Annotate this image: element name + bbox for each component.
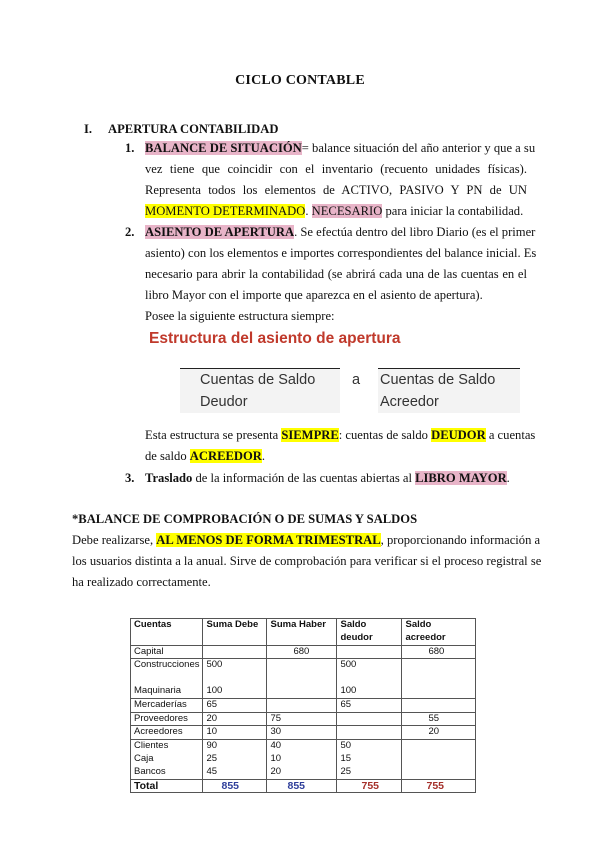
cell-cuenta: Clientes xyxy=(131,740,203,753)
item-1-line-2: vez tiene que coincidir con el inventario (recuento unidades físicas). xyxy=(145,162,527,176)
cell-deudor: 25 xyxy=(337,766,402,779)
item-3-text-1: de la información de las cuentas abiertas al xyxy=(192,471,416,485)
cell-debe: 20 xyxy=(203,712,267,726)
cell-deudor: 100 xyxy=(337,685,402,698)
estructura-acreedor-box xyxy=(378,369,520,413)
explanation-text-2: : cuentas de saldo xyxy=(338,428,432,442)
cell-haber: 20 xyxy=(267,766,337,779)
estructura-deudor-box xyxy=(180,369,340,413)
cell-cuenta: Capital xyxy=(131,645,203,659)
item-1-text-1: = balance situación del año anterior y que a su xyxy=(301,141,536,155)
cell-acreedor: 20 xyxy=(402,726,476,740)
table-row xyxy=(131,672,476,685)
explanation-text-4: de saldo xyxy=(145,449,190,463)
item-1-paragraph xyxy=(145,138,536,222)
cell-haber: 75 xyxy=(267,712,337,726)
item-1-sep: . xyxy=(305,204,312,218)
item-3-text-2: . xyxy=(506,471,510,485)
cell-deudor: 50 xyxy=(337,740,402,753)
total-saldo-acreedor: 755 xyxy=(402,779,476,793)
cell-haber: 40 xyxy=(267,740,337,753)
cell-debe: 25 xyxy=(203,753,267,766)
header-cuentas: Cuentas xyxy=(131,619,203,646)
estructura-explanation xyxy=(145,425,536,467)
cell-deudor xyxy=(337,672,402,685)
section2-line-1 xyxy=(72,530,541,551)
cell-haber: 10 xyxy=(267,753,337,766)
section2-text-1: Debe realizarse, xyxy=(72,533,157,547)
explanation-line-2 xyxy=(145,446,527,467)
section2-text-2: , proporcionando información a xyxy=(380,533,541,547)
table-row xyxy=(131,685,476,698)
item-2-line-3: necesario para abrir la contabilidad (se abrirá cada una de las cuentas en el xyxy=(145,267,527,281)
item-1-text-4: para iniciar la contabilidad. xyxy=(382,204,524,218)
explanation-text-1: Esta estructura se presenta xyxy=(145,428,282,442)
item-1-number: 1. xyxy=(125,141,135,155)
item-1-line-4 xyxy=(145,201,527,222)
item-1-line-1 xyxy=(145,138,536,159)
estructura-left-line-1: Cuentas de Saldo xyxy=(200,372,316,388)
acreedor-highlight: ACREEDOR xyxy=(189,449,262,463)
item-3-paragraph xyxy=(145,468,527,489)
cell-acreedor xyxy=(402,672,476,685)
total-saldo-deudor: 755 xyxy=(337,779,402,793)
cell-debe xyxy=(203,672,267,685)
item-2-line-5: Posee la siguiente estructura siempre: xyxy=(145,309,335,323)
necesario-highlight: NECESARIO xyxy=(311,204,383,218)
cell-deudor xyxy=(337,726,402,740)
estructura-right-line-1: Cuentas de Saldo xyxy=(380,372,496,388)
balance-situacion-label: BALANCE DE SITUACIÓN xyxy=(145,141,302,155)
total-suma-debe: 855 xyxy=(203,779,267,793)
section-numeral: I. xyxy=(84,122,93,136)
section2-line-3: ha realizado correctamente. xyxy=(72,575,211,589)
cell-debe: 45 xyxy=(203,766,267,779)
cell-haber xyxy=(267,672,337,685)
table-row xyxy=(131,712,476,726)
balance-comprobacion-heading: *BALANCE DE COMPROBACIÓN O DE SUMAS Y SALDOS xyxy=(72,512,418,526)
cell-acreedor xyxy=(402,698,476,712)
table-total-row xyxy=(131,779,476,793)
cell-acreedor: 55 xyxy=(402,712,476,726)
cell-deudor xyxy=(337,712,402,726)
section-heading-text: APERTURA CONTABILIDAD xyxy=(108,122,279,136)
cell-cuenta: Bancos xyxy=(131,766,203,779)
item-3-number: 3. xyxy=(125,471,135,485)
item-2-paragraph xyxy=(145,222,537,327)
section-heading-apertura xyxy=(84,122,278,137)
estructura-a: a xyxy=(352,372,361,388)
cell-acreedor xyxy=(402,753,476,766)
total-label: Total xyxy=(131,779,203,793)
cell-debe xyxy=(203,645,267,659)
cell-acreedor xyxy=(402,659,476,672)
cell-cuenta: Construcciones xyxy=(131,659,203,672)
header-suma-haber: Suma Haber xyxy=(267,619,337,646)
cell-haber xyxy=(267,698,337,712)
cell-debe: 10 xyxy=(203,726,267,740)
cell-cuenta: Mercaderías xyxy=(131,698,203,712)
cell-debe: 500 xyxy=(203,659,267,672)
balance-table-wrapper xyxy=(130,618,476,793)
estructura-right-line-2: Acreedor xyxy=(380,394,439,410)
cell-debe: 65 xyxy=(203,698,267,712)
estructura-title: Estructura del asiento de apertura xyxy=(149,330,401,347)
section2-line-2: los usuarios distinta a la anual. Sirve de comprobación para verificar si el proceso registral se xyxy=(72,554,542,568)
balance-table xyxy=(130,618,476,793)
table-header-row xyxy=(131,619,476,646)
deudor-highlight: DEUDOR xyxy=(431,428,486,442)
cell-cuenta: Caja xyxy=(131,753,203,766)
table-row xyxy=(131,766,476,779)
item-3-line-1 xyxy=(145,468,527,489)
cell-deudor: 500 xyxy=(337,659,402,672)
item-2-line-2: asiento) con los elementos e importes correspondientes del balance inicial. Es xyxy=(145,246,537,260)
balance-comprobacion-paragraph xyxy=(72,530,542,593)
cell-cuenta xyxy=(131,672,203,685)
trimestral-highlight: AL MENOS DE FORMA TRIMESTRAL xyxy=(156,533,381,547)
page-title: CICLO CONTABLE xyxy=(235,73,365,88)
header-saldo-deudor: Saldo deudor xyxy=(337,619,402,646)
traslado-label: Traslado xyxy=(145,471,193,485)
item-2-line-1 xyxy=(145,222,536,243)
cell-acreedor xyxy=(402,740,476,753)
estructura-left-line-2: Deudor xyxy=(200,394,248,410)
cell-deudor: 15 xyxy=(337,753,402,766)
cell-cuenta: Maquinaria xyxy=(131,685,203,698)
cell-deudor xyxy=(337,645,402,659)
siempre-highlight: SIEMPRE xyxy=(281,428,339,442)
cell-acreedor xyxy=(402,685,476,698)
item-2-number: 2. xyxy=(125,225,135,239)
cell-haber xyxy=(267,685,337,698)
momento-determinado-highlight: MOMENTO DETERMINADO xyxy=(145,204,306,218)
table-row xyxy=(131,698,476,712)
header-suma-debe: Suma Debe xyxy=(203,619,267,646)
cell-debe: 90 xyxy=(203,740,267,753)
cell-cuenta: Proveedores xyxy=(131,712,203,726)
cell-haber: 680 xyxy=(267,645,337,659)
asiento-apertura-label: ASIENTO DE APERTURA xyxy=(145,225,295,239)
libro-mayor-highlight: LIBRO MAYOR xyxy=(415,471,507,485)
table-row xyxy=(131,740,476,753)
total-suma-haber: 855 xyxy=(267,779,337,793)
explanation-text-5: . xyxy=(261,449,266,463)
table-row xyxy=(131,645,476,659)
cell-acreedor: 680 xyxy=(402,645,476,659)
item-1-line-3: Representa todos los elementos de ACTIVO, PASIVO Y PN de UN xyxy=(145,183,527,197)
cell-cuenta: Acreedores xyxy=(131,726,203,740)
header-saldo-acreedor: Saldo acreedor xyxy=(402,619,476,646)
item-2-text-1: . Se efectúa dentro del libro Diario (es el primer xyxy=(294,225,536,239)
item-2-line-4: libro Mayor con el importe que aparezca en el asiento de apertura). xyxy=(145,288,483,302)
table-row xyxy=(131,659,476,672)
explanation-text-3: a cuentas xyxy=(485,428,536,442)
cell-debe: 100 xyxy=(203,685,267,698)
cell-haber: 30 xyxy=(267,726,337,740)
cell-haber xyxy=(267,659,337,672)
explanation-line-1 xyxy=(145,425,536,446)
cell-deudor: 65 xyxy=(337,698,402,712)
cell-acreedor xyxy=(402,766,476,779)
table-row xyxy=(131,753,476,766)
table-row xyxy=(131,726,476,740)
